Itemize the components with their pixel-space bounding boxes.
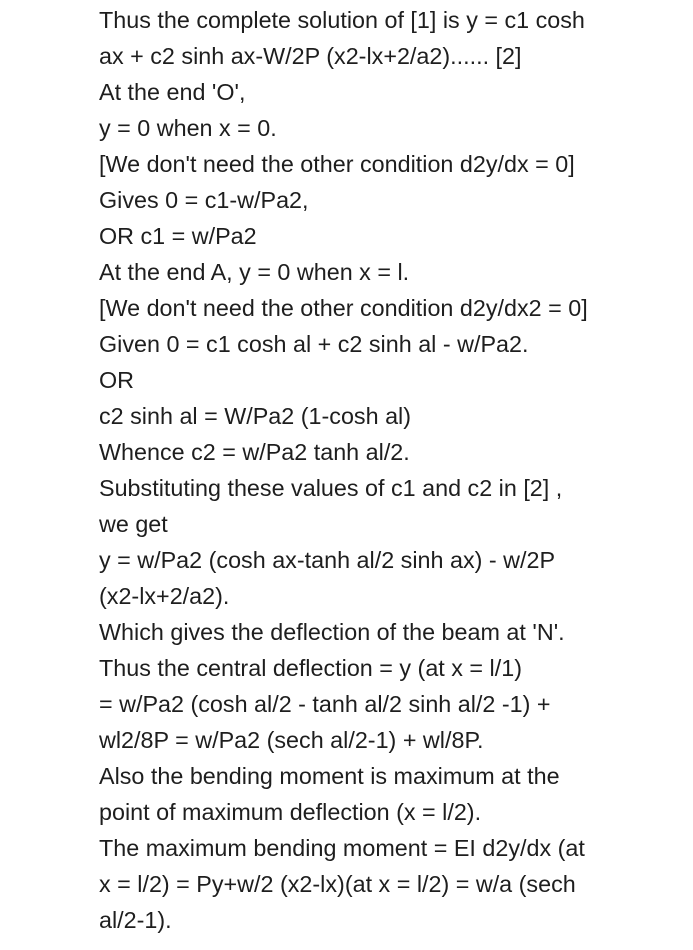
text-line: x = l/2) = Py+w/2 (x2-lx)(at x = l/2) = w/a (sech	[99, 871, 576, 897]
text-line: Whence c2 = w/Pa2 tanh al/2.	[99, 439, 410, 465]
text-line: (x2-lx+2/a2).	[99, 583, 230, 609]
text-line: At the end 'O',	[99, 79, 246, 105]
text-line: Also the bending moment is maximum at the	[99, 763, 560, 789]
text-line: Given 0 = c1 cosh al + c2 sinh al - w/Pa2.	[99, 331, 529, 357]
text-line: [We don't need the other condition d2y/dx2 = 0]	[99, 295, 588, 321]
text-line: = w/Pa2 (cosh al/2 - tanh al/2 sinh al/2 -1) +	[99, 691, 551, 717]
text-line: [We don't need the other condition d2y/dx = 0]	[99, 151, 575, 177]
text-line: The maximum bending moment = EI d2y/dx (at	[99, 835, 585, 861]
text-line: we get	[99, 511, 168, 537]
text-line: point of maximum deflection (x = l/2).	[99, 799, 482, 825]
text-line: y = w/Pa2 (cosh ax-tanh al/2 sinh ax) - w/2P	[99, 547, 556, 573]
text-line: At the end A, y = 0 when x = l.	[99, 259, 410, 285]
document-body	[99, 0, 693, 938]
text-line: ax + c2 sinh ax-W/2P (x2-lx+2/a2)...... [2]	[99, 43, 522, 69]
text-line: OR	[99, 367, 135, 393]
text-line: Which gives the deflection of the beam at 'N'.	[99, 619, 565, 645]
text-line: Thus the complete solution of [1] is y = c1 cosh	[99, 7, 585, 33]
text-line: al/2-1).	[99, 907, 172, 933]
text-line: wl2/8P = w/Pa2 (sech al/2-1) + wl/8P.	[99, 727, 484, 753]
text-line: OR c1 = w/Pa2	[99, 223, 257, 249]
text-line: Substituting these values of c1 and c2 in [2] ,	[99, 475, 563, 501]
text-line: c2 sinh al = W/Pa2 (1-cosh al)	[99, 403, 412, 429]
text-line: Gives 0 = c1-w/Pa2,	[99, 187, 309, 213]
text-line: Thus the central deflection = y (at x = l/1)	[99, 655, 522, 681]
text-line: y = 0 when x = 0.	[99, 115, 277, 141]
